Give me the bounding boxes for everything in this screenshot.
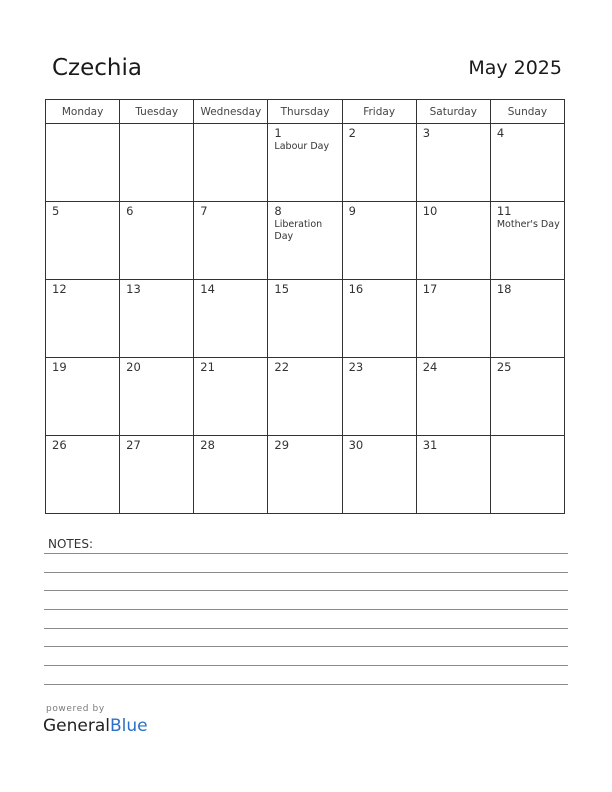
notes-label: NOTES: [48, 537, 93, 551]
day-number: 26 [52, 438, 67, 452]
day-number: 4 [496, 126, 505, 140]
day-cell [490, 436, 564, 514]
page-title: Czechia [52, 55, 142, 81]
day-cell [416, 436, 490, 514]
day-number: 15 [274, 282, 290, 296]
day-cell [416, 202, 490, 280]
month-label: May 2025 [468, 57, 562, 79]
day-cell [120, 124, 194, 202]
notes-line [44, 609, 568, 610]
day-number: 11 [496, 204, 512, 218]
day-number: 22 [274, 360, 290, 374]
day-number: 9 [348, 204, 356, 218]
day-cell [46, 280, 120, 358]
day-cell [342, 358, 416, 436]
day-number: 13 [126, 282, 141, 296]
day-cell [120, 436, 194, 514]
day-cell [490, 124, 564, 202]
day-cell [194, 124, 268, 202]
day-number: 21 [200, 360, 215, 374]
day-number: 12 [52, 282, 67, 296]
day-number: 14 [200, 282, 215, 296]
powered-by-text: powered by [46, 704, 105, 714]
day-number: 29 [274, 438, 290, 452]
day-number: 28 [200, 438, 215, 452]
day-number: 25 [496, 360, 512, 374]
notes-line [44, 553, 568, 554]
day-cell [46, 358, 120, 436]
day-number: 18 [496, 282, 512, 296]
day-cell [46, 124, 120, 202]
day-number: 31 [422, 438, 438, 452]
day-cell [490, 280, 564, 358]
day-cell [416, 280, 490, 358]
week-row [46, 280, 565, 358]
weekday-header: Sunday [490, 100, 564, 124]
day-cell [342, 280, 416, 358]
day-number: 2 [348, 126, 356, 140]
day-cell [268, 358, 342, 436]
day-number: 23 [348, 360, 364, 374]
day-cell [342, 124, 416, 202]
notes-line [44, 665, 568, 666]
weekday-header: Thursday [268, 100, 342, 124]
day-number: 6 [126, 204, 134, 218]
weekday-header: Monday [46, 100, 120, 124]
week-row [46, 358, 565, 436]
day-cell [268, 280, 342, 358]
day-cell [416, 358, 490, 436]
weekday-header: Wednesday [194, 100, 268, 124]
day-cell [194, 280, 268, 358]
day-number: 16 [348, 282, 364, 296]
day-cell [268, 124, 342, 202]
notes-line [44, 684, 568, 685]
day-number: 3 [422, 126, 431, 140]
day-number: 10 [422, 204, 438, 218]
brand-name-part1: General [43, 716, 110, 736]
notes-line [44, 628, 568, 629]
day-cell [268, 436, 342, 514]
day-cell [490, 358, 564, 436]
weekday-header: Friday [342, 100, 416, 124]
holiday-label: Mother's Day [496, 219, 560, 230]
week-row [46, 436, 565, 514]
day-cell [194, 436, 268, 514]
holiday-label: Liberation Day [274, 219, 323, 242]
day-number: 27 [126, 438, 141, 452]
day-number: 5 [52, 204, 60, 218]
day-cell [194, 202, 268, 280]
day-cell [46, 202, 120, 280]
weekday-header-row [46, 100, 565, 124]
day-cell [120, 358, 194, 436]
day-cell [46, 436, 120, 514]
brand-logo[interactable] [43, 716, 148, 736]
day-number: 24 [422, 360, 438, 374]
weekday-header: Saturday [416, 100, 490, 124]
day-cell [120, 280, 194, 358]
day-cell [342, 436, 416, 514]
calendar-grid [45, 99, 565, 514]
week-row [46, 124, 565, 202]
notes-line [44, 646, 568, 647]
day-number: 30 [348, 438, 364, 452]
week-row [46, 202, 565, 280]
day-cell [268, 202, 342, 280]
day-number: 1 [274, 126, 282, 140]
day-number: 20 [126, 360, 141, 374]
day-number: 19 [52, 360, 67, 374]
day-cell [342, 202, 416, 280]
day-cell [490, 202, 564, 280]
day-cell [120, 202, 194, 280]
notes-line [44, 590, 568, 591]
day-number: 17 [422, 282, 438, 296]
brand-name-part2: Blue [110, 716, 148, 736]
day-number: 8 [274, 204, 282, 218]
weekday-header: Tuesday [120, 100, 194, 124]
holiday-label: Labour Day [274, 141, 330, 152]
notes-line [44, 572, 568, 573]
day-cell [194, 358, 268, 436]
day-cell [416, 124, 490, 202]
day-number: 7 [200, 204, 208, 218]
